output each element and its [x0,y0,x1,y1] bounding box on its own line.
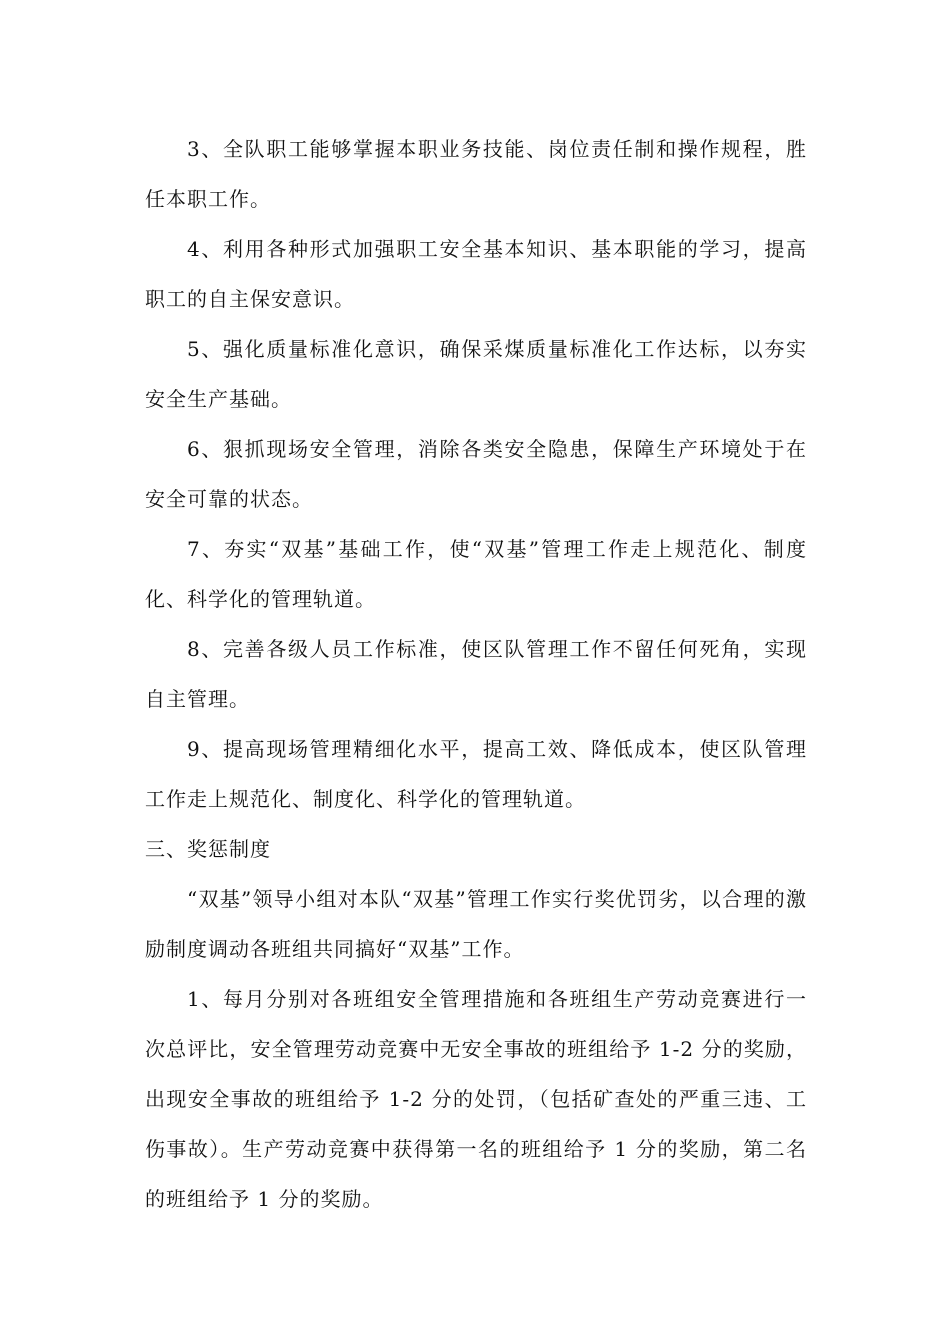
paragraph-item-8: 8、完善各级人员工作标准，使区队管理工作不留任何死角，实现自主管理。 [145,637,807,711]
paragraph-item-6: 6、狠抓现场安全管理，消除各类安全隐患，保障生产环境处于在安全可靠的状态。 [145,437,807,511]
reward-rule-paragraph-1: 1、每月分别对各班组安全管理措施和各班组生产劳动竞赛进行一次总评比，安全管理劳动竞赛中无安全事故的班组给予 1-2 分的奖励，出现安全事故的班组给予 1-2 分的处罚，（包括矿查处的严重三违、工伤事故）。生产劳动竞赛中获得第一名的班组给予 1 分的奖励，第二名的班组给予 1 分的奖励。 [145,987,807,1211]
paragraph-item-9: 9、提高现场管理精细化水平，提高工效、降低成本，使区队管理工作走上规范化、制度化、科学化的管理轨道。 [145,737,807,811]
paragraph-item-4: 4、利用各种形式加强职工安全基本知识、基本职能的学习，提高职工的自主保安意识。 [145,237,807,311]
paragraph-item-7: 7、夯实“双基”基础工作，使“双基”管理工作走上规范化、制度化、科学化的管理轨道。 [145,537,807,611]
section-heading: 三、奖惩制度 [145,837,271,861]
paragraph-item-5: 5、强化质量标准化意识，确保采煤质量标准化工作达标，以夯实安全生产基础。 [145,337,807,411]
paragraph-item-3: 3、全队职工能够掌握本职业务技能、岗位责任制和操作规程，胜任本职工作。 [145,137,807,211]
document-body [145,124,807,1224]
section-intro-paragraph: “双基”领导小组对本队“双基”管理工作实行奖优罚劣，以合理的激励制度调动各班组共同搞好“双基”工作。 [145,887,807,961]
